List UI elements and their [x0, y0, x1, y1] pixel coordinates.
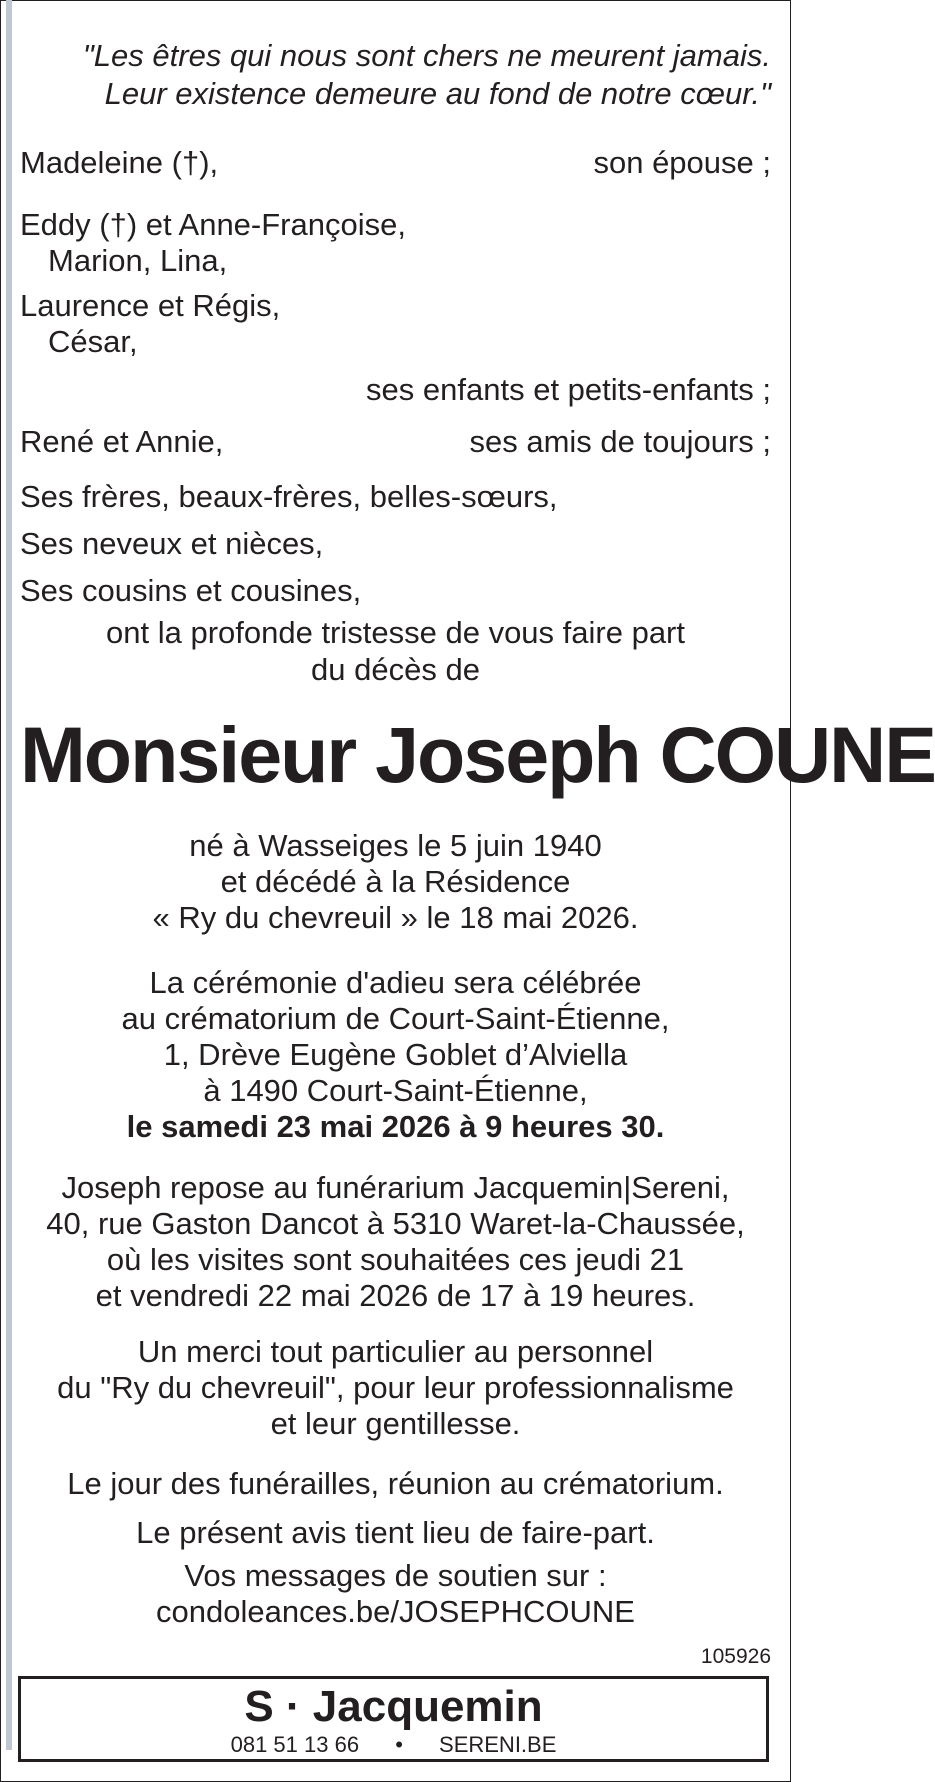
family-eddy-children: Marion, Lina,	[48, 243, 228, 278]
notice-text: Le présent avis tient lieu de faire-part.	[136, 1515, 655, 1550]
phone-number[interactable]: 081 51 13 66	[230, 1732, 360, 1757]
visits-line-1: Joseph repose au funérarium Jacquemin|Sereni,	[61, 1170, 730, 1205]
family-rene: René et Annie,	[20, 424, 224, 459]
thanks-line-3: et leur gentillesse.	[270, 1406, 521, 1441]
birth-death-line-2: et décédé à la Résidence	[220, 864, 571, 899]
visits-line-3: où les visites sont souhaitées ces jeudi 21	[106, 1242, 685, 1277]
thanks-line-2: du "Ry du chevreuil", pour leur professionnalisme	[57, 1370, 734, 1405]
funeral-home-contact	[21, 1733, 766, 1757]
announcement-line-1: ont la profonde tristesse de vous faire part	[106, 615, 685, 650]
deceased-name: Monsieur Joseph COUNE	[20, 710, 935, 799]
birth-death-line-3: « Ry du chevreuil » le 18 mai 2026.	[152, 900, 639, 935]
sereni-logo-icon: S	[244, 1682, 274, 1731]
funeral-home-box	[18, 1676, 769, 1762]
family-rene-role: ses amis de toujours ;	[469, 424, 771, 459]
quote-line-2: Leur existence demeure au fond de notre cœur."	[104, 76, 771, 111]
ceremony-line-1: La cérémonie d'adieu sera célébrée	[149, 965, 642, 1000]
funeral-home-brand	[21, 1683, 766, 1731]
family-nephews: Ses neveux et nièces,	[20, 526, 324, 561]
thanks-line-1: Un merci tout particulier au personnel	[137, 1334, 654, 1369]
ceremony-line-3: 1, Drève Eugène Goblet d’Alviella	[163, 1037, 628, 1072]
family-eddy: Eddy (†) et Anne-Françoise,	[20, 207, 406, 242]
meeting-text: Le jour des funérailles, réunion au crématorium.	[67, 1466, 724, 1501]
website-link[interactable]: SERENI.BE	[439, 1732, 557, 1757]
family-laurence: Laurence et Régis,	[20, 288, 281, 323]
family-madeleine-role: son épouse ;	[593, 145, 771, 180]
visits-line-4: et vendredi 22 mai 2026 de 17 à 19 heures.	[95, 1278, 696, 1313]
ceremony-line-4: à 1490 Court-Saint-Étienne,	[203, 1073, 588, 1108]
birth-death-line-1: né à Wasseiges le 5 juin 1940	[189, 828, 602, 863]
messages-line-1: Vos messages de soutien sur :	[184, 1558, 607, 1593]
condolences-link[interactable]: condoleances.be/JOSEPHCOUNE	[155, 1594, 635, 1629]
family-laurence-children: César,	[48, 324, 138, 359]
visits-line-2: 40, rue Gaston Dancot à 5310 Waret-la-Chaussée,	[46, 1206, 745, 1241]
left-margin-bar	[6, 0, 12, 1750]
family-cousins: Ses cousins et cousines,	[20, 573, 362, 608]
announcement-line-2: du décès de	[311, 652, 480, 687]
family-madeleine: Madeleine (†),	[20, 145, 219, 180]
ceremony-date: le samedi 23 mai 2026 à 9 heures 30.	[126, 1109, 665, 1144]
quote-line-1: "Les êtres qui nous sont chers ne meurent jamais.	[82, 38, 771, 73]
brand-separator: ·	[285, 1682, 301, 1731]
family-children-role: ses enfants et petits-enfants ;	[366, 372, 771, 407]
bullet-separator: •	[395, 1732, 403, 1757]
brand-name: Jacquemin	[312, 1682, 543, 1731]
family-siblings: Ses frères, beaux-frères, belles-sœurs,	[20, 479, 558, 514]
ceremony-line-2: au crématorium de Court-Saint-Étienne,	[121, 1001, 670, 1036]
reference-number: 105926	[700, 1645, 771, 1668]
